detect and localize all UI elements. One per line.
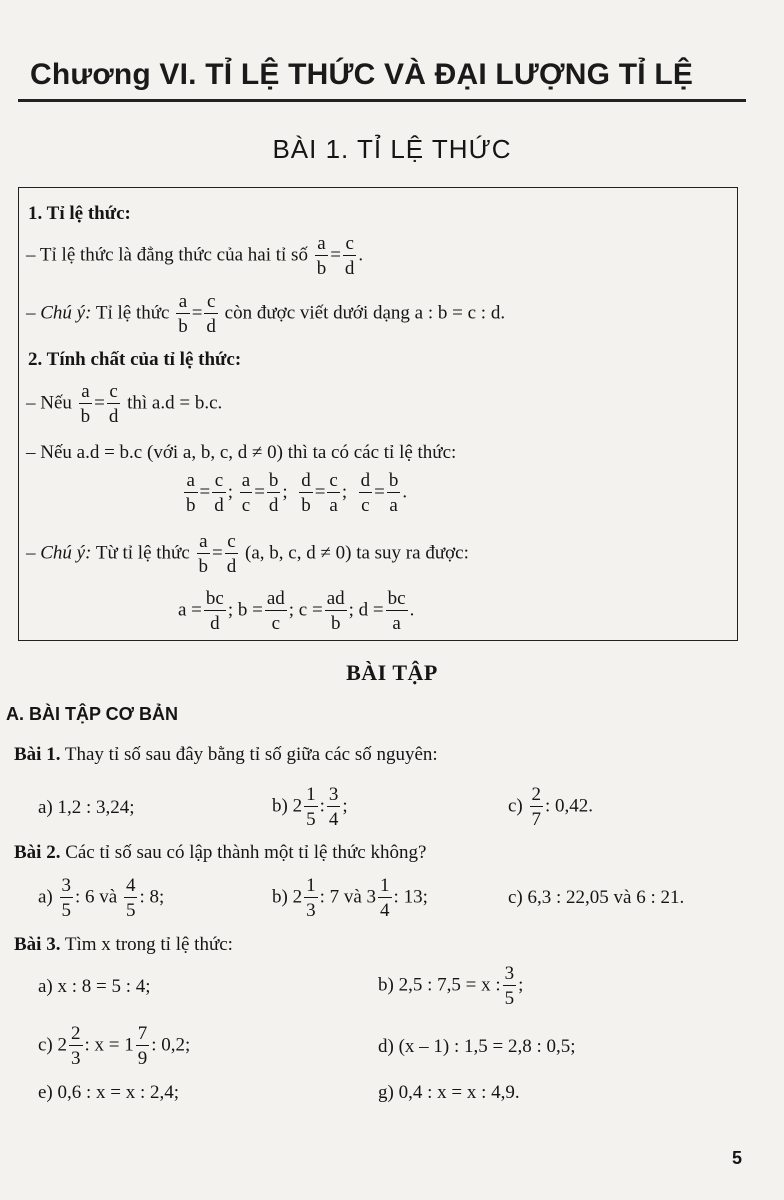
fraction-c-over-d: $\frac{c}{d}$ — [226, 531, 237, 577]
bai-2-a-mid: : 6 và — [75, 886, 118, 908]
note-2-label: Chú ý: — [40, 542, 92, 564]
property-2-line: – Nếu a.d = b.c (với a, b, c, d ≠ 0) thì ta có các tỉ lệ thức: — [26, 442, 457, 463]
theory-heading-1: 1. Tỉ lệ thức: — [28, 203, 131, 224]
bai-2-b-mid: : 7 và — [319, 886, 362, 908]
fraction-a-over-b: $\frac{a}{b}$ — [80, 381, 91, 427]
property-1-prefix: – Nếu — [26, 392, 72, 414]
bai-2-a-suffix: : 8; — [139, 886, 165, 908]
chapter-rule — [18, 99, 746, 102]
bai-3-b-prefix: b) 2,5 : 7,5 = x : — [378, 974, 501, 996]
bai-3-d: d) (x – 1) : 1,5 = 2,8 : 0,5; — [378, 1036, 576, 1057]
property-1-line: – Nếu $\frac{a}{b}$ = $\frac{c}{d}$ thì a.d = b.c. — [26, 381, 223, 427]
bai-3-text: Tìm x trong tỉ lệ thức: — [64, 934, 233, 955]
bai-1-c-label: c) — [508, 795, 528, 817]
bai-3-c-suffix: : 0,2; — [151, 1034, 191, 1056]
bai-3-a: a) x : 8 = 5 : 4; — [38, 976, 151, 997]
bai-1-prompt — [14, 744, 438, 766]
derived-formulas: a = $\frac{bc}{d}$ ; b = $\frac{ad}{c}$ ; c = $\frac{ad}{b}$ ; d = $\frac{bc}{a}$ . — [178, 588, 415, 634]
note-1-mid: Tỉ lệ thức — [91, 302, 170, 324]
bai-3-e: e) 0,6 : x = x : 2,4; — [38, 1082, 180, 1103]
note-1-label: Chú ý: — [40, 302, 92, 324]
bai-2-b: b) 2 $\frac{1}{3}$ : 7 và 3 $\frac{1}{4}$ : 13; — [272, 875, 428, 921]
bai-1-label: Bài 1. — [14, 744, 61, 765]
bai-3-b: b) 2,5 : 7,5 = x : $\frac{3}{5}$ ; — [378, 963, 524, 1009]
section-a-title: A. BÀI TẬP CƠ BẢN — [6, 704, 179, 724]
bai-2-text: Các tỉ số sau có lập thành một tỉ lệ thức không? — [65, 842, 427, 863]
bai-3-c-label: c) — [38, 1034, 58, 1056]
fraction-c-over-d: $\frac{c}{d}$ — [206, 291, 216, 337]
note-2-line: – Chú ý: Từ tỉ lệ thức $\frac{a}{b}$ = $\frac{c}{d}$ (a, b, c, d ≠ 0) ta suy ra được: — [26, 531, 469, 577]
lesson-title: BÀI 1. TỈ LỆ THỨC — [272, 134, 512, 164]
bai-3-g: g) 0,4 : x = x : 4,9. — [378, 1082, 520, 1103]
note-1-suffix: còn được viết dưới dạng a : b = c : d. — [224, 302, 506, 324]
note-2-suffix: (a, b, c, d ≠ 0) ta suy ra được: — [245, 542, 469, 564]
note-1-line: – Chú ý: Tỉ lệ thức $\frac{a}{b}$ = $\frac{c}{d}$ còn được viết dưới dạng a : b = c : d. — [26, 291, 506, 337]
bai-1-a: a) 1,2 : 3,24; — [38, 797, 135, 818]
bai-2-label: Bài 2. — [14, 842, 61, 863]
theory-heading-2: 2. Tính chất của tỉ lệ thức: — [28, 349, 242, 370]
definition-text: – Tỉ lệ thức là đẳng thức của hai tỉ số — [26, 244, 308, 266]
bai-1-b: b) 2 $\frac{1}{5}$ : $\frac{3}{4}$ ; — [272, 784, 348, 830]
bai-2-b-label: b) — [272, 886, 293, 908]
definition-line: – Tỉ lệ thức là đẳng thức của hai tỉ số $\frac{a}{b}$ = $\frac{c}{d}$ . — [26, 233, 364, 279]
bai-3-prompt — [14, 934, 233, 956]
page-number: 5 — [731, 1148, 742, 1168]
bai-2-prompt — [14, 842, 426, 864]
fraction-a-over-b: $\frac{a}{b}$ — [198, 531, 209, 577]
chapter-title: Chương VI. TỈ LỆ THỨC VÀ ĐẠI LƯỢNG TỈ LỆ — [30, 58, 694, 91]
bai-1-c: c) $\frac{2}{7}$ : 0,42. — [508, 784, 594, 830]
bai-3-c: c) 2 $\frac{2}{3}$ : x = 1 $\frac{7}{9}$ : 0,2; — [38, 1023, 191, 1069]
note-2-mid: Từ tỉ lệ thức — [91, 542, 190, 564]
fraction-a-over-b: $\frac{a}{b}$ — [316, 233, 327, 279]
fraction-c-over-d: $\frac{c}{d}$ — [344, 233, 355, 279]
exercises-title: BÀI TẬP — [346, 660, 438, 685]
note-2-dash: – — [26, 542, 41, 564]
proportion-list: $\frac{a}{b}$ = $\frac{c}{d}$ ; $\frac{a}{c}$ = $\frac{b}{d}$ ; $\frac{d}{b}$ = $\frac{c}{a}$ ; $\frac{d}{c}$ = $\frac{b}{a}$ . — [186, 470, 408, 516]
bai-2-b-suffix: : 13; — [393, 886, 428, 908]
bai-2-c: c) 6,3 : 22,05 và 6 : 21. — [508, 887, 685, 908]
bai-2-a-label: a) — [38, 886, 58, 908]
bai-1-text: Thay tỉ số sau đây bằng tỉ số giữa các số nguyên: — [64, 744, 438, 765]
bai-3-label: Bài 3. — [14, 934, 61, 955]
fraction-a-over-b: $\frac{a}{b}$ — [178, 291, 188, 337]
note-1-dash: – — [26, 302, 41, 324]
property-1-suffix: thì a.d = b.c. — [127, 392, 223, 414]
bai-3-c-mid: : x = — [84, 1034, 120, 1056]
bai-1-b-label: b) — [272, 795, 293, 817]
fraction-c-over-d: $\frac{c}{d}$ — [108, 381, 119, 427]
bai-2-a: a) $\frac{3}{5}$ : 6 và $\frac{4}{5}$ : 8; — [38, 875, 165, 921]
bai-1-c-suffix: : 0,42. — [545, 795, 594, 817]
